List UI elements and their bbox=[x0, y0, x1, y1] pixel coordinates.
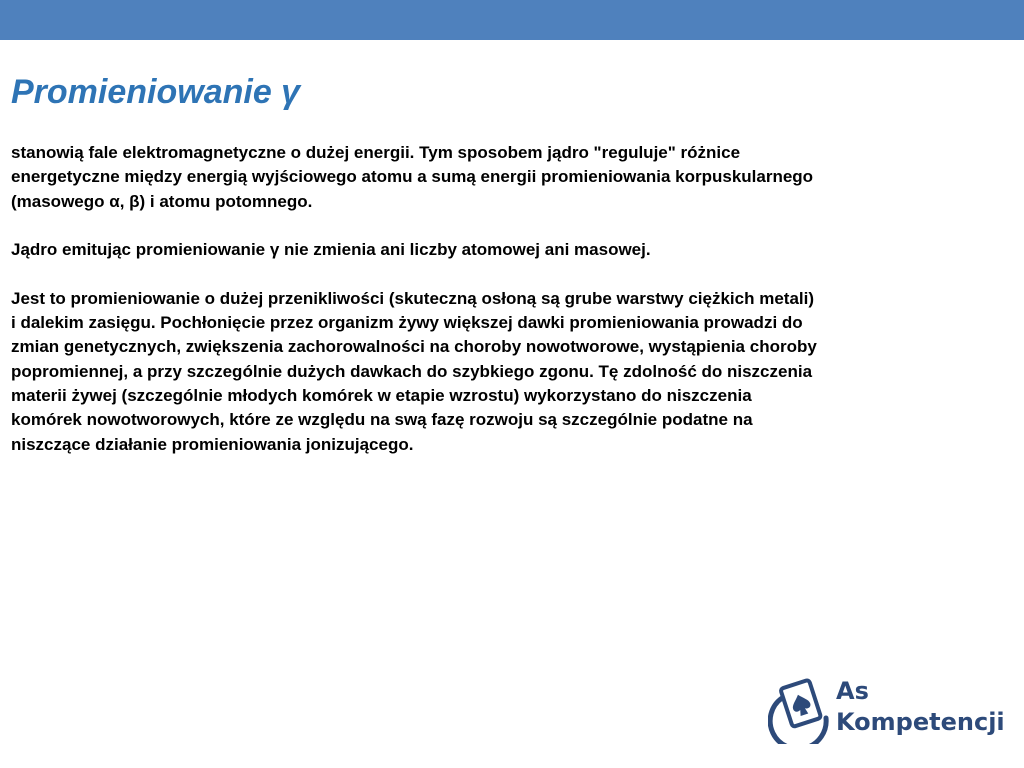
paragraph-1: stanowią fale elektromagnetyczne o dużej energii. Tym sposobem jądro "reguluje" różnice energetyczne między energią wyjściowego atomu a sumą energii promieniowania korpuskularnego (masowego α, β) i atomu potomnego. bbox=[11, 143, 814, 211]
logo-line-2: Kompetencji bbox=[836, 708, 1005, 736]
logo-text bbox=[836, 676, 1005, 738]
paragraph-2: Jądro emitując promieniowanie γ nie zmienia ani liczby atomowej ani masowej. bbox=[11, 240, 651, 260]
slide-title: Promieniowanie γ bbox=[11, 73, 301, 111]
logo-line-1: As bbox=[836, 677, 869, 705]
paragraph-3: Jest to promieniowanie o dużej przenikliwości (skuteczną osłoną są grube warstwy ciężkich metali) i dalekim zasięgu. Pochłonięcie przez organizm żywy większej dawki promieniowania prowadzi do zmian genetycznych, zwiększenia zachorowalności na choroby nowotworowe, wystąpienia choroby popromiennej, a przy szczególnie dużych dawkach do szybkiego zgonu. Tę zdolność do niszczenia materii żywej (szczególnie młodych komórek w etapie wzrostu) wykorzystano do niszczenia komórek nowotworowych, które ze względu na swą fazę rozwoju są szczególnie podatne na niszczące działanie promieniowania jonizującego. bbox=[11, 288, 817, 454]
top-band bbox=[0, 0, 1024, 40]
slide-body bbox=[11, 141, 971, 457]
brand-logo bbox=[768, 674, 1005, 746]
card-spade-icon bbox=[768, 674, 834, 744]
